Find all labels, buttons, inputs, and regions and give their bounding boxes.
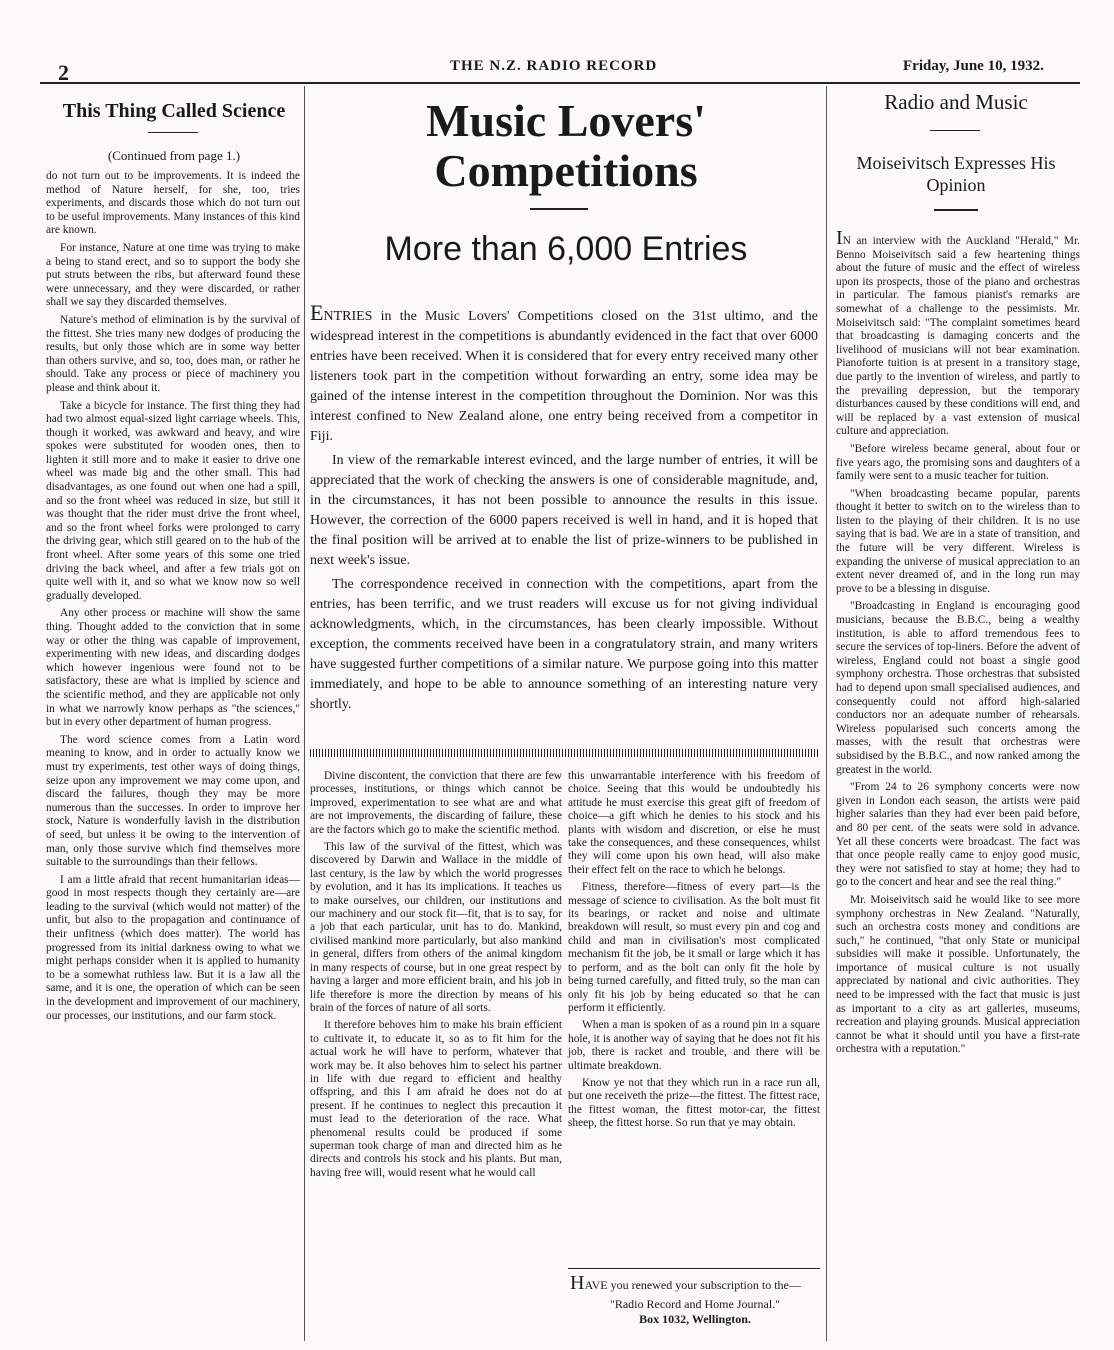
left-paragraph: Nature's method of elimination is by the survival of the fittest. She tries many new dodges of producing the results, but only those which are in some way better than others survive, and so, too, does man, or rather he should. Take any process or piece of machinery you please and think about it. — [46, 313, 300, 394]
right-subtitle-rule — [934, 209, 978, 211]
lead-paragraph: In view of the remarkable interest evinced, and the large number of entries, it will be appreciated that the work of checking the answers is one of considerable magnitude, and, in the circumstances, it has not been possible to announce the results in this issue. However, the correction of the 6000 papers received is well in hand, and it is hoped that the final position will be arrived at to enable the list of prize-winners to be published in next week's issue. — [310, 453, 818, 568]
left-paragraph: For instance, Nature at one time was trying to make a being to stand erect, and so to support the body she put struts between the ribs, but afterward found these were unnecessary, and they were discarded, or rather shall we say they discarded themselves. — [46, 241, 300, 309]
right-paragraph: "Broadcasting in England is encouraging good musicians, because the B.B.C., being a wealthy institution, is able to afford tremendous fees to secure the services of top-liners. Before the advent of wireless, England could not boast a single good symphony orchestra. Those orchestras that subsisted had to depend upon small specialised audiences, and consequently could not afford high-salaried conductors nor an adequate number of rehearsals. Wireless popularised such concerts among the masses, with the result that orchestras were subsidised by the B.B.C., and now ranked among the greatest in the world. — [836, 600, 1080, 776]
renew-dropcap: H — [570, 1272, 585, 1294]
right-paragraph-first: IN an interview with the Auckland "Herald," Mr. Benno Moiseivitsch said a few heartening things about the future of music and the effect of wireless upon its prospects, those of the piano and orchestras in particular. The famous pianist's remarks are somewhat of a challenge to the pessimists. Mr. Moiseivitsch said: "The complaint sometimes heard that broadcasting is damaging concerts and the livelihood of musicians will not bear examination. Pianoforte tuition is at present in a transitory stage, due partly to the invention of wireless, and partly to the prevailing depression, but the temporary disturbances caused by these conditions will end, and will be replaced by a vast extension of musical culture and appreciation. — [836, 227, 1080, 438]
left-paragraph: Take a bicycle for instance. The first thing they had had two almost equal-sized light carriage wheels. This, though it worked, was awkward and heavy, and wire spokes were substituted for wooden ones, then to lighten it still more and to make it easier to drive one wheel was made big and the other small. This had disadvantages, as one found out when one had a spill, and so the front wheel was reduced in size, but still it was thought that the rider must drive the front wheel, and so the front wheel forks were prolonged to carry the driving gear, which still geared on to the hub of the front wheel. After some years of this some one tried driving the back wheel, and after a few trials got on quite well with it, and so what we know now so well gradually developed. — [46, 399, 300, 602]
column-divider-left — [304, 86, 305, 1341]
right-section-title: Radio and Music — [884, 90, 1028, 114]
center-column-b — [568, 770, 820, 1135]
center-a-paragraph: This law of the survival of the fittest, which was discovered by Darwin and Wallace in the middle of last century, is the law by which the world progresses by evolution, and it has its implications. It teaches us to make ourselves, our children, our institutions and our machinery and our stock fit—fit, that is to say, for a job that each particular, unit has to do. Mankind, civilised mankind more particularly, but also mankind in general, differs from others of the animal kingdom in many respects of course, but in one great respect by having a larger and more efficient brain, and his job in life therefore is more the direction by means of his brain of the forces of nature of all sorts. — [310, 841, 562, 1014]
right-paragraph: "From 24 to 26 symphony concerts were now given in London each season, the artists were paid higher salaries than they had ever been paid before, and 80 per cent. of the seats were sold in advance. Yet all these concerts were broadcast. The fact was that once people really came to enjoy good music, they were not satisfied to stay at home; they had to go to the concert and hear and see the real thing." — [836, 781, 1080, 889]
sub-headline: More than 6,000 Entries — [384, 230, 748, 268]
lead-dropcap: E — [310, 300, 324, 325]
decorative-divider — [310, 749, 820, 757]
right-paragraph: "When broadcasting became popular, parents thought it better to switch on to the wireless than to listen to the playing of their children. It is no use saying that is bad. We are in a state of transition, and the future will be very different. Wireless is expanding the universe of musical appreciation to an extent never dreamed of, and in the long run may prove to be a blessing in disguise. — [836, 487, 1080, 595]
renew-rule — [568, 1268, 820, 1269]
main-headline: Music Lovers' Competitions — [426, 95, 706, 196]
left-paragraph: I am a little afraid that recent humanitarian ideas—good in most respects though they certainly are—are leading to the survival (which would not matter) of the unfit, but also to the propagation and continuance of their unfitness (which does matter). The world has progressed from its initial darkness owing to what we might perhaps consider when it is applied to humanity to be a somewhat ruthless law. But it is a law all the same, and it is one, the operation of which can be seen in the development and improvement of our machinery, our processes, our institutions, and our farm stock. — [46, 873, 300, 1022]
continued-note: (Continued from page 1.) — [107, 148, 241, 163]
left-article-body — [46, 170, 300, 1027]
left-article-title: This Thing Called Science — [62, 100, 286, 122]
lead-paragraph: The correspondence received in connection with the competitions, apart from the entries, has been terrific, and we trust readers will excuse us for not giving individual acknowledgments, which, in the circumstances, has been clearly impossible. Without exception, the comments received have been in a congratulatory strain, and many writers have suggested further competitions of a similar nature. We purpose going into this matter immediately, and hope to be able to announce something of an interesting nature very shortly. — [310, 577, 818, 712]
renew-line: HAVE you renewed your subscription to the— — [570, 1272, 801, 1294]
masthead-rule — [40, 82, 1080, 84]
right-paragraph: "Before wireless became general, about four or five years ago, the promising sons and daughters of a family were sent to a music teacher for tuition. — [836, 442, 1080, 483]
center-a-paragraph: It therefore behoves him to make his brain efficient to cultivate it, to educate it, so as to fit him for the actual work he will have to perform, whatever that work may be. It also behoves him to select his partner in life with due regard to efficient and healthy offspring, and this I am afraid he does not do at present. If he continues to neglect this precaution it must lead to the deterioration of the race. What phenomenal results could be produced if some superman took charge of man and directed him as he directs and controls his stock and his plants. But man, having free will, would resent what he would call — [310, 1019, 562, 1179]
renew-notice — [570, 1272, 820, 1327]
column-divider-right — [826, 86, 827, 1341]
center-column-a — [310, 770, 562, 1184]
left-paragraph: do not turn out to be improvements. It is indeed the method of Nature herself, for she, too, tries experiments, and discards those which do not turn out to be useful improvements. Many instances of this kind are known. — [46, 170, 300, 237]
right-paragraph: Mr. Moiseivitsch said he would like to see more symphony orchestras in New Zealand. "Naturally, such an orchestra costs money and conditions are such," he continued, "that only State or municipal subsidies will make it possible. Unfortunately, the importance of musical culture is not usually appreciated by national and civic authorities. They need to be impressed with the fact that music is just as important to a city as art galleries, museums, recreation and playing grounds. Musical appreciation cannot be what it should until you have a first-rate orchestra with a reputation." — [836, 893, 1080, 1056]
right-title-rule — [930, 130, 980, 131]
center-b-paragraph: Know ye not that they which run in a race run all, but one receiveth the prize—the fittest. The fittest race, the fittest woman, the fittest motor-car, the fittest sheep, the fittest horse. So run that ye may obtain. — [568, 1076, 820, 1130]
right-article-subtitle: Moiseivitsch Expresses His Opinion — [856, 153, 1056, 195]
center-b-paragraph: this unwarrantable interference with his freedom of choice. Seeing that this would be undoubtedly his attitude he must exercise this great gift of freedom of choice—a gift which he denies to his stock and his plants with wisdom and discretion, or else he must take the consequences, and these consequences, whilst they will come upon his own head, will also make their effect felt on the race to which he belongs. — [568, 770, 820, 876]
center-b-paragraph: When a man is spoken of as a round pin in a square hole, it is another way of saying that he does not fit his job, there is racket and trouble, and there will be ultimate breakdown. — [568, 1019, 820, 1072]
headline-rule — [530, 208, 588, 210]
lead-article — [310, 300, 818, 719]
renew-journal: "Radio Record and Home Journal." — [609, 1297, 781, 1311]
lead-paragraph-first: ENTRIES in the Music Lovers' Competitions closed on the 31st ultimo, and the widespread interest in the competitions is abundantly evidenced in the fact that over 6000 entries have been received. When it is considered that for every entry received many other listeners took part in the competition without forwarding an entry, some idea may be gained of the intense interest in the competition throughout the Dominion. Nor was this interest confined to New Zealand alone, one entry being received from a competitor in Fiji. — [310, 300, 818, 444]
center-b-paragraph: Fitness, therefore—fitness of every part—is the message of science to civilisation. As the bolt must fit its bearings, or racket and noise and ultimate breakdown will result, so must every pin and cog and child and man in civilisation's most complicated mechanism fit the job, be it small or large which it has to perform, and as the bolt can only fit the hole by being turned carefully, and fitted truly, so the man can only fit his job by being educated so that he can perform it efficiently. — [568, 881, 820, 1014]
page-number: 2 — [58, 60, 70, 85]
center-a-paragraph: Divine discontent, the conviction that there are few processes, institutions, or things which cannot be improved, experimentation to see what are and what are not improvements, the discarding of failure, these are the factors which go to make the scientific method. — [310, 770, 562, 836]
renew-address: Box 1032, Wellington. — [639, 1312, 751, 1326]
right-article-body — [836, 227, 1080, 1061]
left-paragraph: Any other process or machine will show the same thing. Thought added to the conviction that in some way or other the thing was capable of improvement, experimenting with new ideas, and discarding dodges which however ingenious were found not to be satisfactory, these are what is implied by science and the scientific method, and they are applicable not only in what we narrowly know perhaps as "the sciences," but in every other department of human progress. — [46, 607, 300, 729]
publication-name: THE N.Z. RADIO RECORD — [450, 58, 658, 74]
right-dropcap: I — [836, 227, 843, 249]
issue-date: Friday, June 10, 1932. — [903, 58, 1044, 74]
left-title-rule — [148, 132, 198, 133]
left-paragraph: The word science comes from a Latin word meaning to know, and in order to actually know we must try experiments, test other ways of doing things, seize upon any improvement we may come upon, and discard the failures, though they may be more numerous than the successes. In order to improve her stock, Nature is wonderfully lavish in the distribution of seed, but unless it be owing to the intervention of man, only those survive which find themselves more suitable to the surroundings than their fellows. — [46, 733, 300, 869]
